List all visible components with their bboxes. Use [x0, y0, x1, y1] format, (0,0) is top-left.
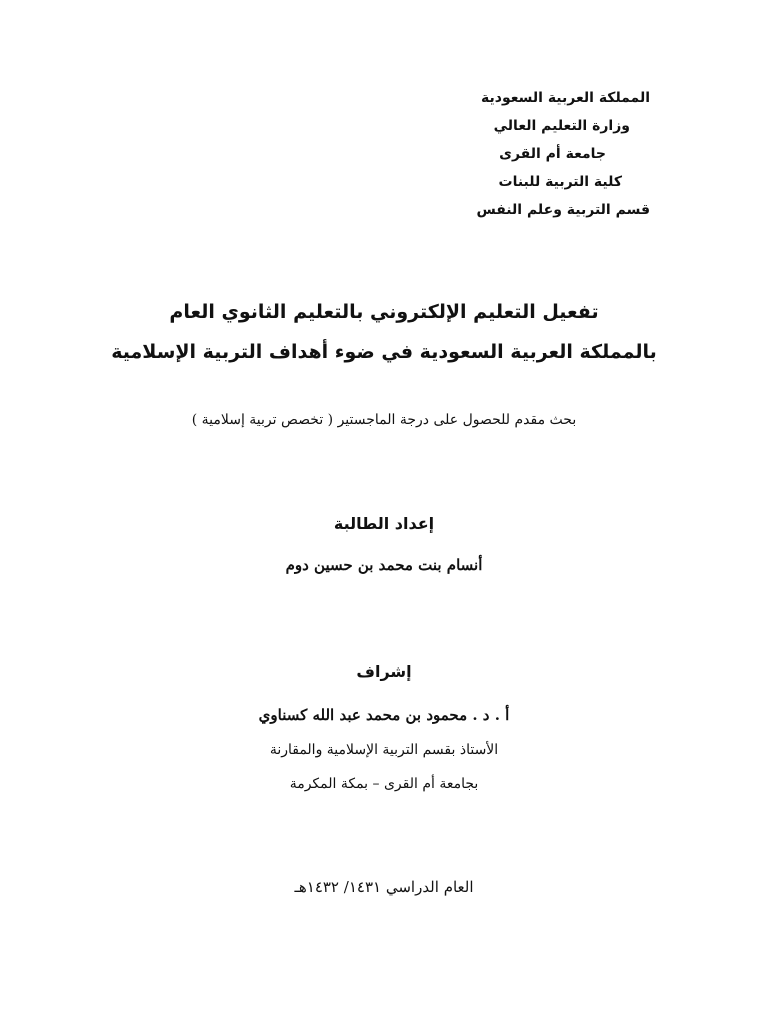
header-ministry: وزارة التعليم العالي	[493, 118, 630, 134]
header-department: قسم التربية وعلم النفس	[476, 202, 650, 218]
academic-year: العام الدراسي ١٤٣١/ ١٤٣٢هـ	[294, 878, 474, 896]
student-name: أنسام بنت محمد بن حسين دوم	[285, 556, 483, 574]
supervision-heading: إشراف	[356, 662, 412, 681]
thesis-title-line1: تفعيل التعليم الإلكتروني بالتعليم الثانوي العام	[169, 301, 599, 323]
degree-statement: بحث مقدم للحصول على درجة الماجستير ( تخصص تربية إسلامية )	[191, 412, 577, 428]
header-college: كلية التربية للبنات	[498, 174, 622, 190]
supervisor-name: أ . د . محمود بن محمد عبد الله كسناوي	[258, 706, 510, 724]
header-university: جامعة أم القرى	[499, 146, 606, 162]
thesis-title-line2: بالمملكة العربية السعودية في ضوء أهداف التربية الإسلامية	[111, 341, 657, 363]
supervisor-position: الأستاذ بقسم التربية الإسلامية والمقارنة	[269, 742, 499, 758]
student-heading: إعداد الطالبة	[333, 514, 435, 533]
supervisor-affiliation: بجامعة أم القرى – بمكة المكرمة	[289, 776, 479, 792]
header-kingdom: المملكة العربية السعودية	[481, 90, 650, 106]
